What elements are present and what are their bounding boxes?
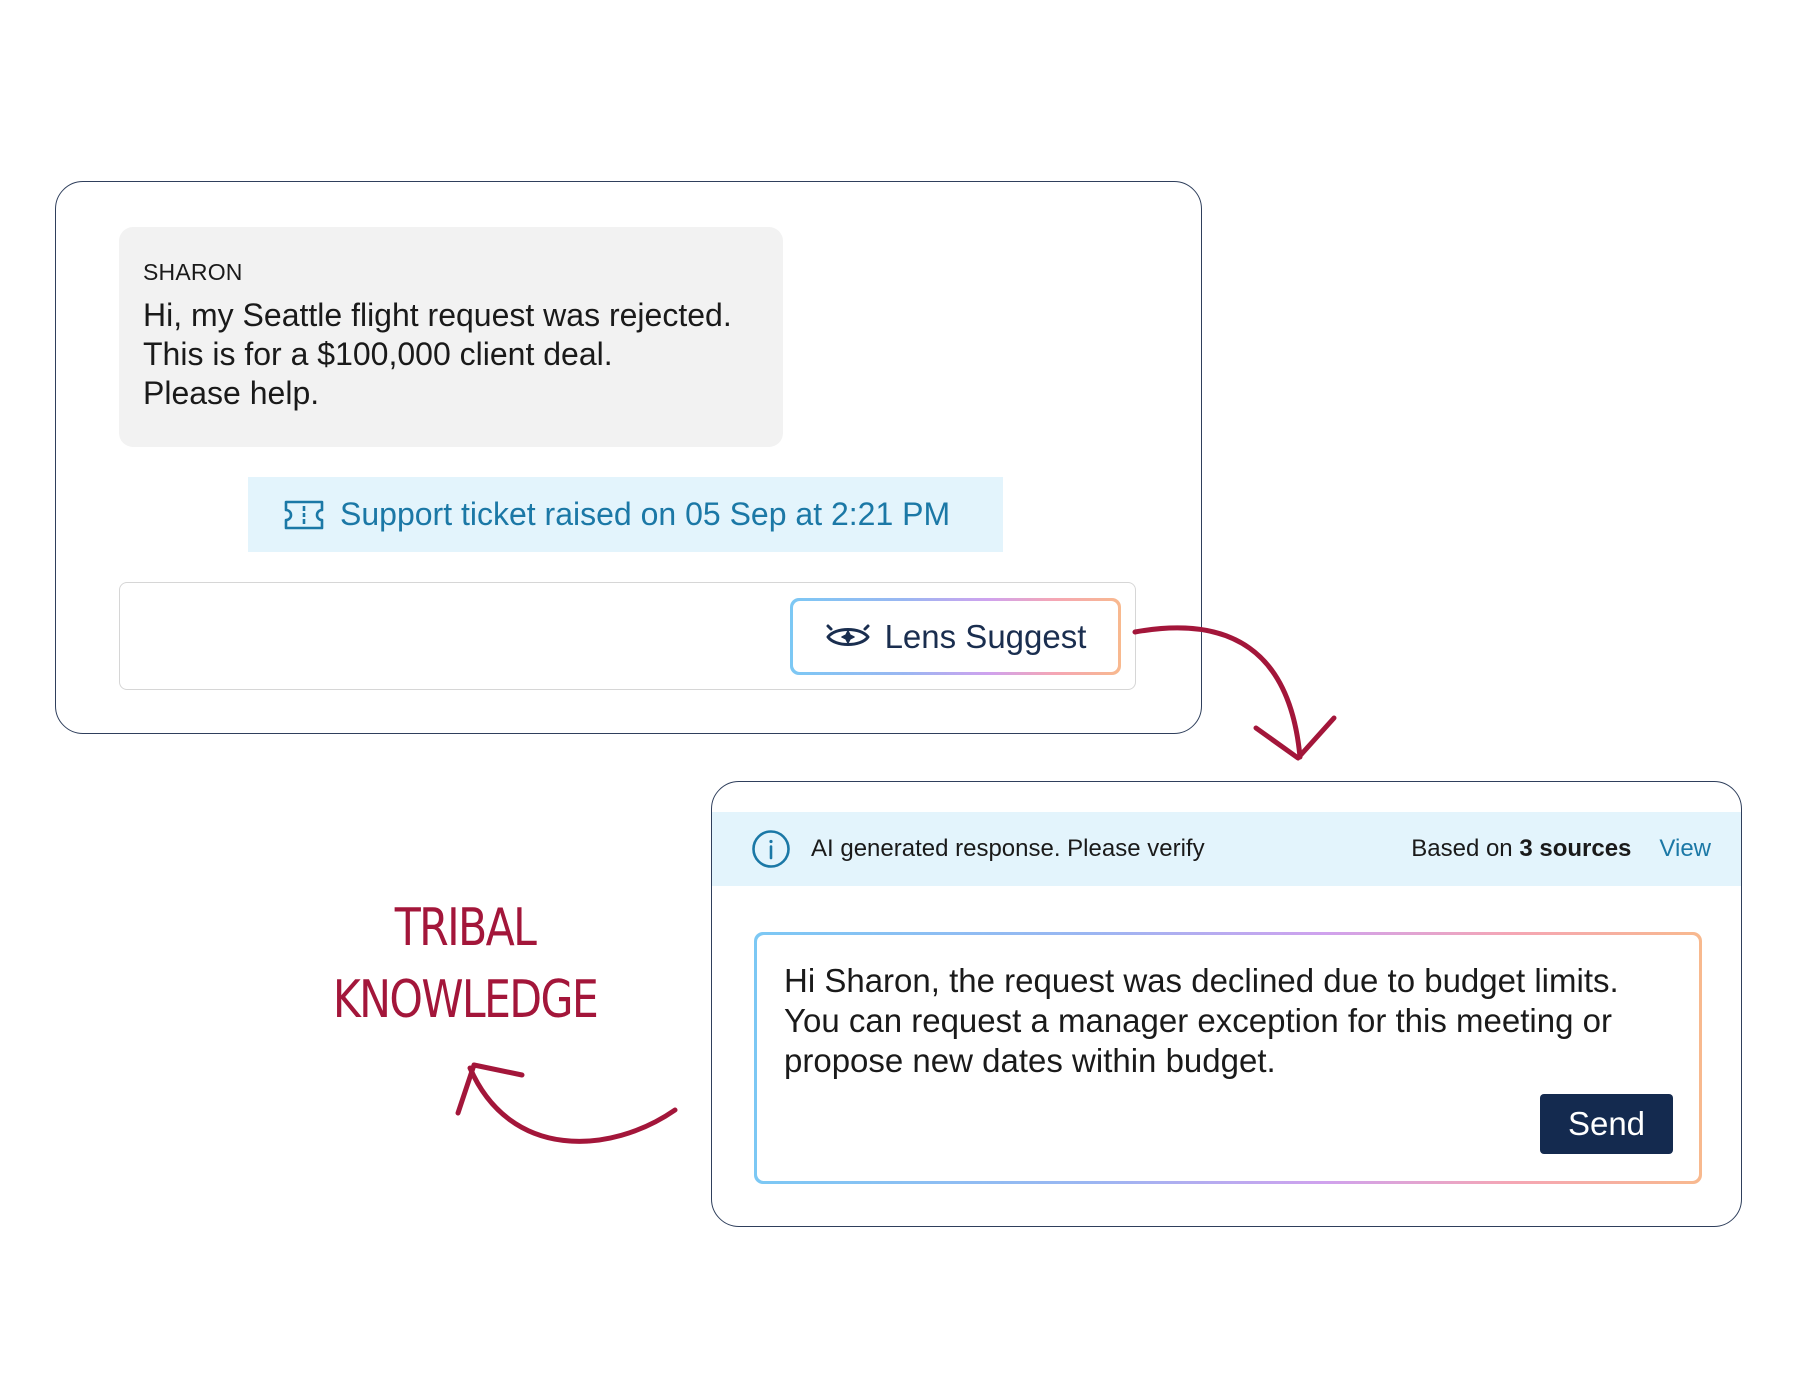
- lens-suggest-button-inner[interactable]: [793, 601, 1118, 672]
- response-line: You can request a manager exception for this meeting or: [784, 1002, 1612, 1039]
- response-line: Hi Sharon, the request was declined due to budget limits.: [784, 962, 1619, 999]
- send-button[interactable]: Send: [1540, 1094, 1673, 1154]
- tribal-knowledge-annotation: [330, 892, 601, 1036]
- support-ticket-banner: [248, 477, 1003, 552]
- ai-response-panel: [711, 781, 1742, 1227]
- message-line: Please help.: [143, 375, 320, 411]
- sources-count: 3 sources: [1519, 835, 1632, 862]
- view-sources-link[interactable]: View: [1659, 835, 1711, 862]
- lens-suggest-button[interactable]: [790, 598, 1121, 675]
- eye-sparkle-icon: [825, 622, 871, 652]
- customer-message-bubble: [119, 227, 783, 447]
- annotation-line-1: TRIBAL: [394, 898, 536, 958]
- annotation-line-2: KNOWLEDGE: [332, 970, 598, 1030]
- message-line: This is for a $100,000 client deal.: [143, 336, 613, 372]
- reply-compose-box[interactable]: [119, 582, 1136, 690]
- lens-suggest-label: Lens Suggest: [884, 617, 1087, 655]
- message-line: Hi, my Seattle flight request was rejected.: [143, 297, 732, 333]
- sender-name: SHARON: [143, 259, 243, 285]
- ai-disclaimer-text: AI generated response. Please verify: [811, 835, 1205, 862]
- arrow-to-annotation-head: [458, 1065, 522, 1113]
- sources-prefix: Based on: [1411, 835, 1520, 862]
- ai-disclaimer-header: [712, 812, 1741, 886]
- info-icon: [751, 829, 791, 869]
- response-line: propose new dates within budget.: [784, 1042, 1276, 1079]
- chat-panel: [55, 181, 1202, 734]
- suggested-response-box[interactable]: [754, 932, 1702, 1184]
- ticket-text: Support ticket raised on 05 Sep at 2:21 PM: [340, 496, 951, 532]
- suggested-response-inner[interactable]: [757, 935, 1699, 1181]
- sources-info: [1411, 835, 1631, 863]
- arrow-to-ai-panel-head: [1256, 718, 1334, 758]
- arrow-to-annotation: [470, 1068, 675, 1141]
- ticket-icon: [284, 500, 324, 530]
